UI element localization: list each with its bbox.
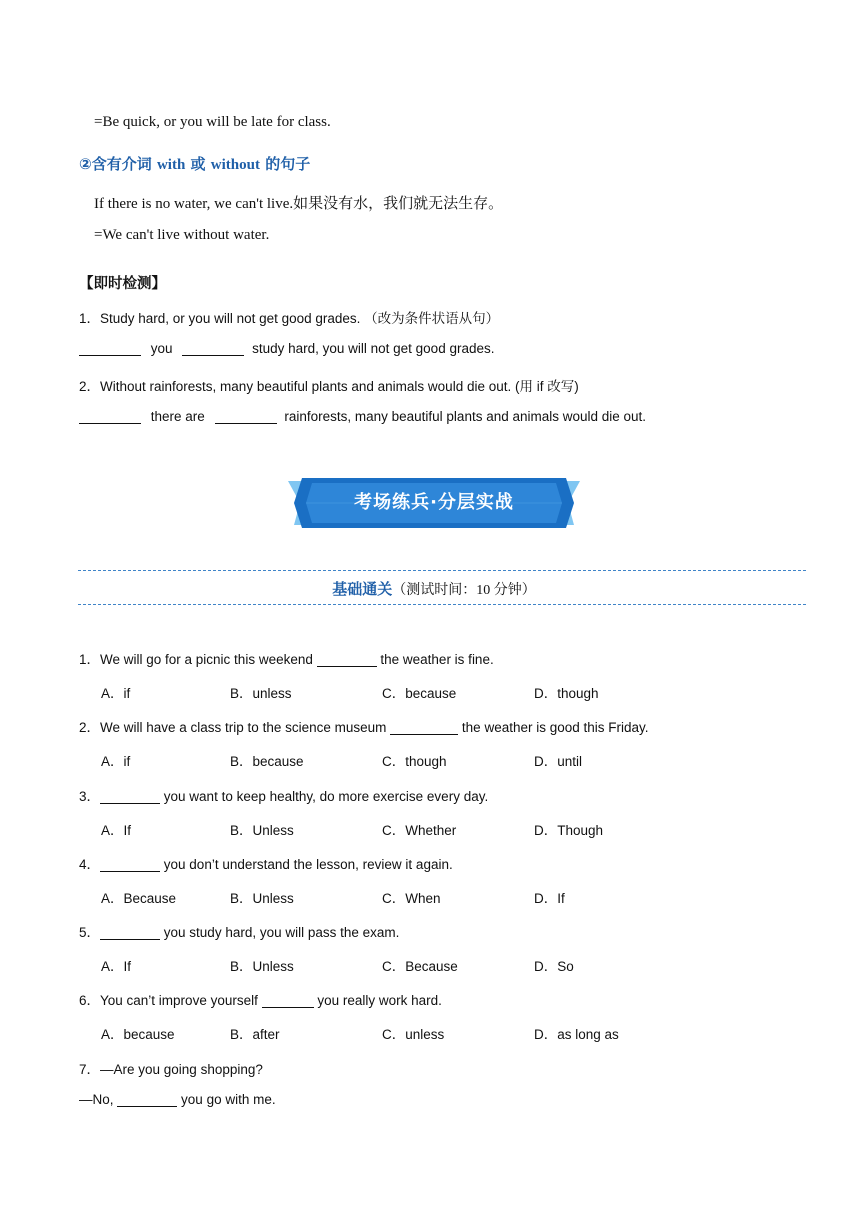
stem-text: you study hard, you will pass the exam. — [163, 925, 400, 940]
heading-suffix: 的句子 — [265, 155, 311, 173]
stem-text: 6．You can’t improve yourself — [79, 993, 258, 1008]
stem-text: you go with me. — [181, 1092, 276, 1107]
question-stem — [79, 853, 453, 873]
heading-word-with: with — [156, 157, 186, 173]
option-a[interactable]: A．if — [101, 686, 131, 701]
option-c[interactable]: C．unless — [382, 1027, 445, 1042]
check-q1-prompt: 1．Study hard, or you will not get good grades. （改为条件状语从句） — [79, 311, 500, 326]
option-b[interactable]: B．Unless — [230, 823, 294, 838]
stem-text: the weather is fine. — [380, 652, 494, 667]
q2-word: there are — [150, 409, 205, 424]
question-answer-line — [79, 1092, 276, 1107]
option-c[interactable]: C．Whether — [382, 823, 457, 838]
answer-blank[interactable] — [117, 1092, 177, 1107]
option-b[interactable]: B．Unless — [230, 891, 294, 906]
heading-or: 或 — [190, 155, 206, 173]
section-heading — [79, 153, 310, 174]
question-stem — [79, 989, 442, 1009]
q1-word: you — [150, 341, 173, 356]
stem-text: —No, — [79, 1092, 114, 1107]
check-q2-answer — [79, 409, 646, 424]
stem-text: 5． — [79, 925, 101, 940]
option-b[interactable]: B．because — [230, 754, 304, 769]
q1-rest: study hard, you will not get good grades. — [252, 341, 495, 356]
option-c[interactable]: C．though — [382, 754, 447, 769]
stem-text: 1．We will go for a picnic this weekend — [79, 652, 313, 667]
banner-text: 考场练兵·分层实战 — [354, 492, 514, 513]
section-title — [0, 578, 868, 599]
example-equivalent: =We can't live without water. — [94, 227, 270, 243]
option-a[interactable]: A．If — [101, 823, 132, 838]
answer-blank[interactable] — [100, 857, 160, 872]
intro-line: =Be quick, or you will be late for class. — [94, 114, 331, 130]
answer-blank[interactable] — [182, 341, 244, 356]
question-stem — [79, 648, 494, 668]
question-stem — [79, 921, 399, 941]
q2-rest: rainforests, many beautiful plants and animals would die out. — [284, 409, 647, 424]
option-d[interactable]: D．though — [534, 686, 599, 701]
answer-blank[interactable] — [317, 652, 377, 667]
option-c[interactable]: C．When — [382, 891, 441, 906]
question-stem: 7．—Are you going shopping? — [79, 1062, 263, 1077]
stem-text: you really work hard. — [317, 993, 442, 1008]
stem-text: you want to keep healthy, do more exercise every day. — [163, 789, 489, 804]
stem-text: 2．We will have a class trip to the science museum — [79, 720, 387, 735]
answer-blank[interactable] — [100, 925, 160, 940]
option-c[interactable]: C．because — [382, 686, 457, 701]
heading-prefix: 含有介词 — [91, 155, 152, 173]
heading-word-without: without — [210, 157, 260, 173]
option-a[interactable]: A．if — [101, 754, 131, 769]
question-stem — [79, 785, 488, 805]
heading-number: ② — [79, 155, 92, 173]
option-d[interactable]: D．until — [534, 754, 583, 769]
option-d[interactable]: D．So — [534, 959, 574, 974]
section-title-sub: （测试时间：10 分钟） — [392, 583, 536, 598]
stem-text: 4． — [79, 857, 101, 872]
check-title: 【即时检测】 — [79, 276, 166, 292]
option-a[interactable]: A．Because — [101, 891, 177, 906]
stem-text: 3． — [79, 789, 101, 804]
option-a[interactable]: A．If — [101, 959, 132, 974]
option-c[interactable]: C．Because — [382, 959, 458, 974]
answer-blank[interactable] — [390, 720, 458, 735]
dashed-divider-top — [78, 570, 806, 571]
option-d[interactable]: D．as long as — [534, 1027, 619, 1042]
option-b[interactable]: B．unless — [230, 686, 292, 701]
option-b[interactable]: B．Unless — [230, 959, 294, 974]
option-d[interactable]: D．If — [534, 891, 565, 906]
answer-blank[interactable] — [79, 341, 141, 356]
check-q1-answer — [79, 341, 494, 356]
section-banner — [288, 478, 580, 528]
answer-blank[interactable] — [215, 409, 277, 424]
answer-blank[interactable] — [100, 789, 160, 804]
option-a[interactable]: A．because — [101, 1027, 175, 1042]
stem-text: the weather is good this Friday. — [461, 720, 649, 735]
section-title-main: 基础通关 — [332, 580, 393, 598]
dashed-divider-bottom — [78, 604, 806, 605]
answer-blank[interactable] — [262, 993, 314, 1008]
answer-blank[interactable] — [79, 409, 141, 424]
check-q2-prompt: 2．Without rainforests, many beautiful plants and animals would die out. (用 if 改写) — [79, 379, 579, 394]
option-d[interactable]: D．Though — [534, 823, 604, 838]
question-stem — [79, 716, 649, 736]
example-sentence: If there is no water, we can't live.如果没有水，我们就无法生存。 — [94, 196, 504, 212]
stem-text: you don’t understand the lesson, review it again. — [163, 857, 453, 872]
option-b[interactable]: B．after — [230, 1027, 280, 1042]
